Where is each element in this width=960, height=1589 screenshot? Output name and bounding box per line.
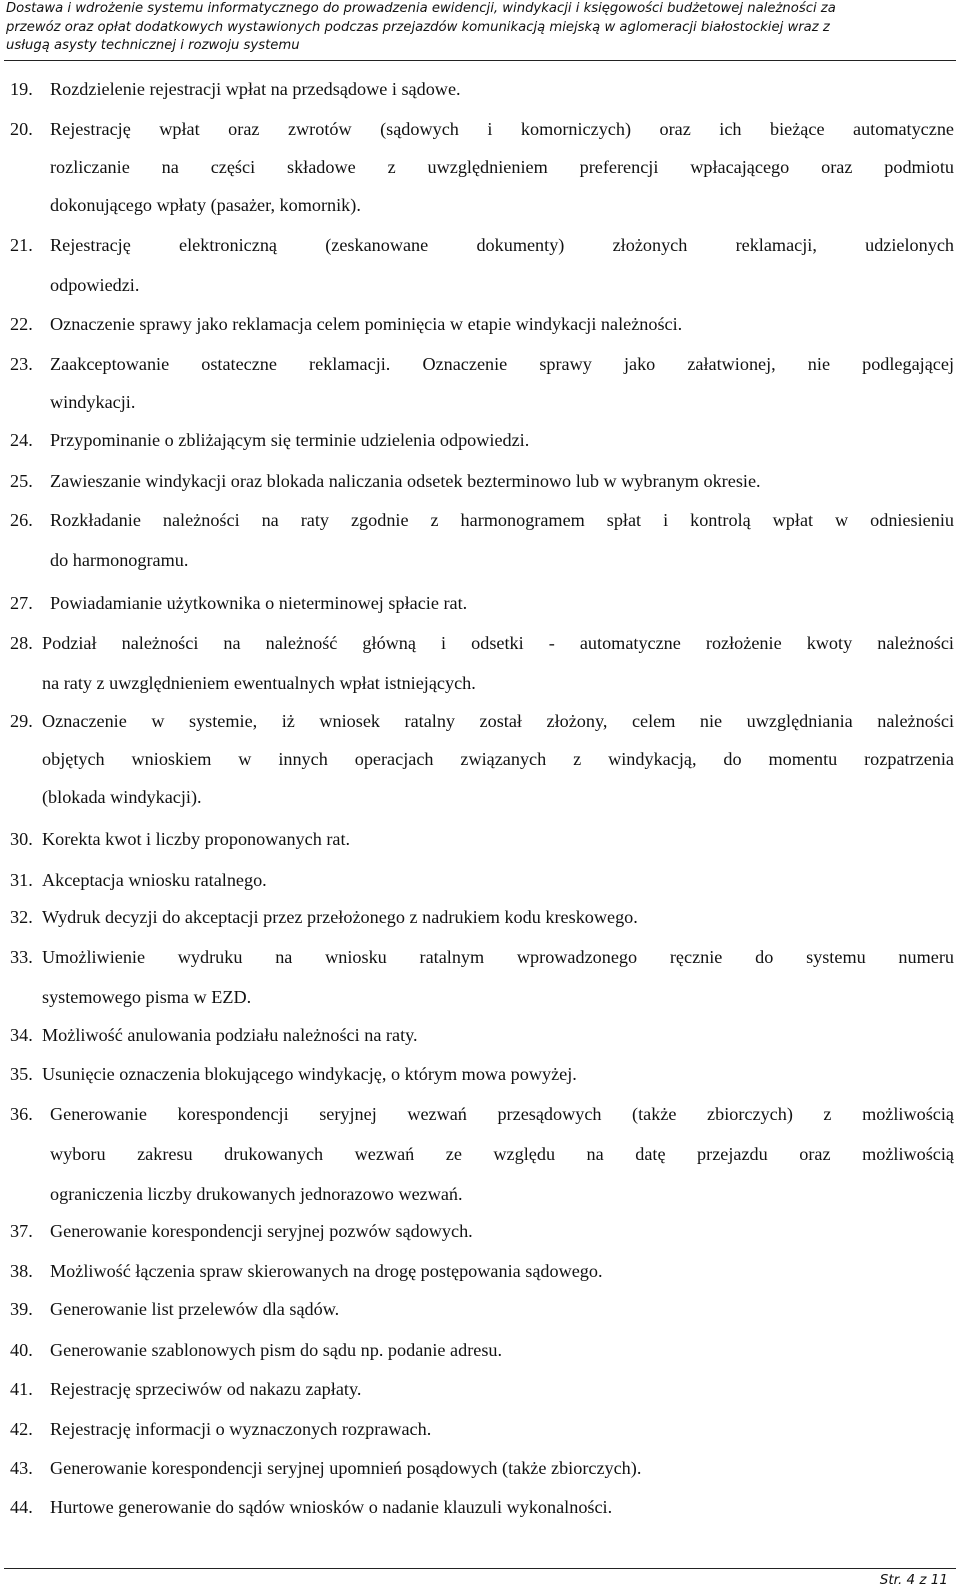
page-number: Str. 4 z 11 <box>879 1572 948 1588</box>
item-text-line: Hurtowe generowanie do sądów wniosków o nadanie klauzuli wykonalności. <box>50 1497 613 1517</box>
item-text-line: Zawieszanie windykacji oraz blokada naliczania odsetek bezterminowo lub w wybranym okresie. <box>50 471 761 491</box>
item-text-line: Oznaczenie sprawy jako reklamacja celem pominięcia w etapie windykacji należności. <box>50 314 683 334</box>
item-text-line: Rozdzielenie rejestracji wpłat na przedsądowe i sądowe. <box>50 79 461 99</box>
item-text-line: Możliwość anulowania podziału należności na raty. <box>42 1025 418 1045</box>
item-text-line: windykacji. <box>50 392 136 412</box>
item-text-line: Generowanie korespondencji seryjnej wezwań przesądowych (także zbiorczych) z możliwością <box>50 1104 954 1124</box>
item-text-line: objętych wnioskiem w innych operacjach związanych z windykacją, do momentu rozpatrzenia <box>42 749 954 769</box>
item-number: 35. <box>10 1064 33 1084</box>
item-text-line: dokonującego wpłaty (pasażer, komornik). <box>50 195 361 215</box>
item-text-line: systemowego pisma w EZD. <box>42 987 252 1007</box>
item-text-line: Rejestrację wpłat oraz zwrotów (sądowych i komorniczych) oraz ich bieżące automatyczne <box>50 119 954 139</box>
item-number: 21. <box>10 235 33 255</box>
item-text-line: odpowiedzi. <box>50 275 140 295</box>
item-number: 36. <box>10 1104 33 1124</box>
item-number: 30. <box>10 829 33 849</box>
item-number: 40. <box>10 1340 33 1360</box>
header-title-line: Dostawa i wdrożenie systemu informatycznego do prowadzenia ewidencji, windykacji i księgowości budżetowej należności za <box>6 1 836 16</box>
item-text-line: Oznaczenie w systemie, iż wniosek ratalny został złożony, celem nie uwzględniania należności <box>42 711 954 731</box>
item-number: 41. <box>10 1379 33 1399</box>
item-number: 43. <box>10 1458 33 1478</box>
item-text-line: Rejestrację informacji o wyznaczonych rozprawach. <box>50 1419 432 1439</box>
item-text-line: na raty z uwzględnieniem ewentualnych wpłat istniejących. <box>42 673 476 693</box>
item-text-line: Rejestrację elektroniczną (zeskanowane dokumenty) złożonych reklamacji, udzielonych <box>50 235 954 255</box>
item-text-line: Wydruk decyzji do akceptacji przez przełożonego z nadrukiem kodu kreskowego. <box>42 907 638 927</box>
header-title-line: przewóz oraz opłat dodatkowych wystawionych podczas przejazdów komunikacją miejską w aglomeracji białostockiej wraz z <box>6 19 830 35</box>
item-number: 37. <box>10 1221 33 1241</box>
item-number: 29. <box>10 711 33 731</box>
item-number: 19. <box>10 79 33 99</box>
item-text-line: rozliczanie na części składowe z uwzględnieniem preferencji wpłacającego oraz podmiotu <box>50 157 954 177</box>
item-number: 38. <box>10 1261 33 1281</box>
item-text-line: Akceptacja wniosku ratalnego. <box>42 870 267 890</box>
item-text-line: Powiadamianie użytkownika o nieterminowej spłacie rat. <box>50 593 468 613</box>
item-text-line: (blokada windykacji). <box>42 787 202 807</box>
item-number: 26. <box>10 510 33 530</box>
item-number: 44. <box>10 1497 33 1517</box>
item-text-line: Możliwość łączenia spraw skierowanych na drogę postępowania sądowego. <box>50 1261 603 1281</box>
item-text-line: do harmonogramu. <box>50 550 189 570</box>
item-number: 27. <box>10 593 33 613</box>
item-number: 28. <box>10 633 33 653</box>
item-text-line: Umożliwienie wydruku na wniosku ratalnym wprowadzonego ręcznie do systemu numeru <box>42 947 954 967</box>
item-number: 33. <box>10 947 33 967</box>
item-text-line: Usunięcie oznaczenia blokującego windykację, o którym mowa powyżej. <box>42 1064 577 1084</box>
item-number: 34. <box>10 1025 33 1045</box>
item-number: 20. <box>10 119 33 139</box>
header-title-line: usługą asysty technicznej i rozwoju systemu <box>6 38 300 53</box>
item-text-line: Zaakceptowanie ostateczne reklamacji. Oznaczenie sprawy jako załatwionej, nie podlegającej <box>50 354 954 374</box>
item-number: 23. <box>10 354 33 374</box>
item-text-line: Podział należności na należność główną i odsetki - automatyczne rozłożenie kwoty należności <box>42 633 954 653</box>
item-text-line: wyboru zakresu drukowanych wezwań ze względu na datę przejazdu oraz możliwością <box>50 1144 954 1164</box>
item-number: 32. <box>10 907 33 927</box>
item-text-line: Przypominanie o zbliżającym się terminie udzielenia odpowiedzi. <box>50 430 530 450</box>
item-number: 22. <box>10 314 33 334</box>
item-text-line: Rejestrację sprzeciwów od nakazu zapłaty. <box>50 1379 362 1399</box>
item-number: 31. <box>10 870 33 890</box>
item-number: 42. <box>10 1419 33 1439</box>
item-number: 25. <box>10 471 33 491</box>
item-text-line: Rozkładanie należności na raty zgodnie z harmonogramem spłat i kontrolą wpłat w odniesieniu <box>50 510 954 530</box>
item-text-line: Generowanie list przelewów dla sądów. <box>50 1299 340 1319</box>
item-number: 24. <box>10 430 33 450</box>
item-number: 39. <box>10 1299 33 1319</box>
item-text-line: ograniczenia liczby drukowanych jednorazowo wezwań. <box>50 1184 463 1204</box>
item-text-line: Generowanie korespondencji seryjnej pozwów sądowych. <box>50 1221 473 1241</box>
item-text-line: Korekta kwot i liczby proponowanych rat. <box>42 829 351 849</box>
footer-divider <box>4 1568 956 1569</box>
item-text-line: Generowanie korespondencji seryjnej upomnień posądowych (także zbiorczych). <box>50 1458 642 1478</box>
item-text-line: Generowanie szablonowych pism do sądu np. podanie adresu. <box>50 1340 503 1360</box>
